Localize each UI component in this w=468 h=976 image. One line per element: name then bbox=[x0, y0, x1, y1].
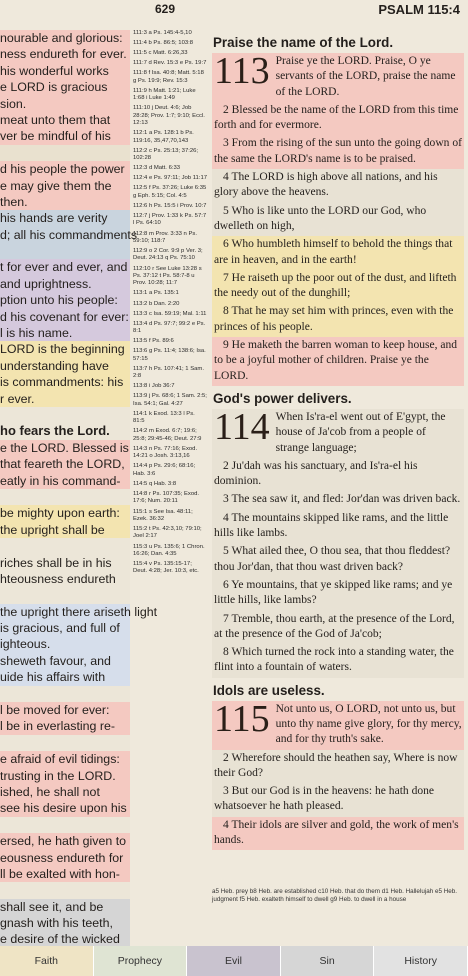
cross-reference: 111:5 c Matt. 6:26,33 bbox=[133, 50, 188, 57]
verse-block bbox=[212, 169, 464, 203]
verse-text: 6 Who humbleth himself to behold the things that are in heaven, and in the earth! bbox=[214, 238, 453, 266]
cross-reference: 113:3 c Isa. 59:19; Mal. 1:11 bbox=[133, 310, 207, 317]
verse-text: When Is'ra-el went out of E'gypt, the house of Ja'cob from a people of strange language; bbox=[275, 410, 446, 454]
page-number: 629 bbox=[154, 2, 176, 16]
verse-line: eatly in his command- bbox=[0, 473, 130, 489]
verse-block bbox=[212, 270, 464, 304]
cross-reference: 114:4 p Ps. 29:6; 68:16; Hab. 3:6 bbox=[133, 463, 196, 477]
verse-block bbox=[212, 303, 464, 337]
verse-line: ver be mindful of his bbox=[0, 128, 130, 144]
verse-line bbox=[0, 145, 130, 161]
verse-line: riches shall be in his bbox=[0, 555, 130, 571]
cross-reference: 111:8 f Isa. 40:8; Matt. 5:18 g Ps. 19:9; Rev. 15:3 bbox=[133, 70, 204, 84]
verse-block bbox=[212, 750, 464, 784]
cross-reference: 115:3 u Ps. 135:6; 1 Chron. 16:26; Dan. 4:35 bbox=[133, 543, 205, 557]
verse-block bbox=[212, 458, 464, 492]
verse-block bbox=[212, 135, 464, 169]
verse-line: see his desire upon his bbox=[0, 800, 130, 816]
verse-line bbox=[0, 489, 130, 505]
verse-text: 7 He raiseth up the poor out of the dust, and lifteth the needy out of the dunghill; bbox=[214, 271, 457, 300]
section-heading: Praise the name of the Lord. bbox=[213, 35, 394, 50]
verse-text: 3 But our God is in the heavens: he hath done whatsoever he hath pleased. bbox=[214, 785, 435, 813]
cross-reference: 115:2 t Ps. 42:3,10; 79:10; Joel 2:17 bbox=[133, 526, 202, 540]
verse-line bbox=[0, 407, 130, 423]
legend-tab-history: History bbox=[374, 946, 468, 976]
verse-block bbox=[212, 543, 464, 577]
verse-line: then. bbox=[0, 194, 130, 210]
verse-block bbox=[212, 577, 464, 611]
verse-text: 2 Wherefore should the heathen say, Where is now their God? bbox=[214, 751, 458, 779]
verse-line: is commandments: his bbox=[0, 374, 130, 390]
cross-reference: 112:2 c Ps. 25:13; 37:26; 102:28 bbox=[133, 147, 199, 162]
cross-reference: 111:4 b Ps. 86:5; 103:8 bbox=[133, 40, 194, 47]
verse-text: 6 Ye mountains, that ye skipped like rams; and ye little hills, like lambs? bbox=[214, 578, 453, 607]
verse-line: sheweth favour, and bbox=[0, 653, 130, 669]
footnotes: a5 Heb. prey b8 Heb. are established c10 Heb. that do them d1 Heb. Hallelujah e5 Heb. judgment f5 Heb. exalteth himself to dwell g9 Heb. to dwell in a house bbox=[212, 888, 458, 904]
verse-line bbox=[0, 538, 130, 554]
verse-line bbox=[0, 817, 130, 833]
verse-text: 3 The sea saw it, and fled: Jor'dan was driven back. bbox=[223, 493, 461, 506]
legend-tab-evil: Evil bbox=[187, 946, 281, 976]
verse-line: l is his name. bbox=[0, 325, 130, 341]
cross-reference: 113:7 h Ps. 107:41; 1 Sam. 2:8 bbox=[133, 365, 204, 380]
right-text-column bbox=[212, 30, 464, 882]
verse-line: l be in everlasting re- bbox=[0, 718, 130, 734]
verse-text: 4 Their idols are silver and gold, the work of men's hands. bbox=[214, 818, 459, 847]
verse-line: ness endureth for ever. bbox=[0, 46, 130, 62]
verse-line: ished, he shall not bbox=[0, 784, 130, 800]
verse-block bbox=[212, 337, 464, 386]
verse-text: 5 Who is like unto the LORD our God, who dwelleth on high, bbox=[214, 204, 427, 232]
verse-text: Praise ye the LORD. Praise, O ye servants of the LORD, praise the name of the LORD. bbox=[275, 55, 456, 98]
cross-reference: 114:3 n Ps. 77:16; Exod. 14:21 o Josh. 3:13,16 bbox=[133, 445, 198, 460]
verse-line: d; all his commandments bbox=[0, 227, 138, 242]
cross-reference: 114:5 q Hab. 3:8 bbox=[133, 480, 177, 487]
cross-reference: 111:10 j Deut. 4:6; Job 28:28; Prov. 1:7; 9:10; Eccl. 12:13 bbox=[133, 105, 205, 127]
section-heading: God's power delivers. bbox=[213, 390, 352, 406]
verse-block bbox=[212, 783, 464, 817]
verse-block bbox=[212, 644, 464, 678]
cross-reference: 112:7 j Prov. 1:33 k Ps. 57:7 l Ps. 64:10 bbox=[133, 213, 207, 227]
cross-reference: 111:3 a Ps. 145:4-5,10 bbox=[133, 30, 192, 36]
cross-reference: 111:7 d Rev. 15:3 e Ps. 19:7 bbox=[133, 60, 207, 67]
verse-line: r ever. bbox=[0, 391, 130, 407]
verse-line: gnash with his teeth, bbox=[0, 915, 130, 931]
cross-reference: 112:6 h Ps. 15:5 i Prov. 10:7 bbox=[133, 202, 207, 209]
verse-block bbox=[212, 50, 464, 102]
verse-block bbox=[212, 697, 464, 750]
verse-line: the upright shall be bbox=[0, 522, 130, 538]
verse-line: understanding have bbox=[0, 358, 130, 374]
cross-reference: 113:4 d Ps. 97:7; 99:2 e Ps. 8:1 bbox=[133, 320, 206, 335]
chapter-number: 113 bbox=[214, 50, 270, 92]
cross-reference: 114:8 r Ps. 107:35; Exod. 17:6; Num. 20:11 bbox=[133, 491, 200, 505]
verse-line: the upright there ariseth light bbox=[0, 604, 158, 619]
cross-reference: 113:1 a Ps. 135:1 bbox=[133, 290, 179, 297]
verse-block bbox=[212, 491, 464, 509]
cross-reference: 112:8 m Prov. 3:33 n Ps. 59:10; 118:7 bbox=[133, 230, 197, 244]
verse-line: and uprightness. bbox=[0, 276, 130, 292]
verse-line: d his covenant for ever: bbox=[0, 309, 129, 324]
verse-line: eousness endureth for bbox=[0, 850, 130, 866]
verse-line: trusting in the LORD. bbox=[0, 768, 130, 784]
verse-line: ll be exalted with hon- bbox=[0, 866, 130, 882]
verse-text: 4 The mountains skipped like rams, and the little hills like lambs. bbox=[214, 511, 449, 540]
legend-tab-prophecy: Prophecy bbox=[94, 946, 188, 976]
verse-block bbox=[212, 611, 464, 645]
verse-text: 2 Blessed be the name of the LORD from this time forth and for evermore. bbox=[214, 103, 459, 132]
verse-line: his hands are verity bbox=[0, 210, 130, 226]
verse-line: e the LORD. Blessed is bbox=[0, 440, 129, 455]
verse-text: Not unto us, O LORD, not unto us, but unto thy name give glory, for thy mercy, and for thy truth's sake. bbox=[275, 702, 462, 746]
chapter-number: 114 bbox=[214, 405, 270, 448]
legend-tab-faith: Faith bbox=[0, 946, 94, 976]
section-heading: ho fears the Lord. bbox=[0, 423, 130, 439]
cross-reference: 113:9 j Ps. 68:6; 1 Sam. 2:5; Isa. 54:1; Gal. 4:27 bbox=[133, 393, 207, 407]
legend-tab-sin: Sin bbox=[281, 946, 375, 976]
verse-block bbox=[212, 102, 464, 136]
verse-line: ighteous. bbox=[0, 636, 130, 652]
verse-line: e desire of the wicked bbox=[0, 931, 130, 947]
verse-block bbox=[212, 510, 464, 544]
verse-line bbox=[0, 686, 130, 702]
verse-block bbox=[212, 817, 464, 851]
cross-reference: 114:1 k Exod. 13:3 l Ps. 81:5 bbox=[133, 410, 195, 425]
section-heading: Idols are useless. bbox=[213, 682, 325, 698]
cross-reference: 113:6 g Ps. 11:4; 138:6; Isa. 57:15 bbox=[133, 348, 206, 362]
verse-line: e LORD is gracious bbox=[0, 79, 130, 95]
cross-reference: 112:1 a Ps. 128:1 b Ps. 119:16, 35,47,70,143 bbox=[133, 130, 194, 144]
verse-line: shall see it, and be bbox=[0, 899, 130, 915]
verse-line bbox=[0, 243, 130, 259]
verse-line: meat unto them that bbox=[0, 112, 130, 128]
verse-line: be mighty upon earth: bbox=[0, 505, 130, 521]
cross-reference: 112:10 r See Luke 13:28 s Ps. 37:12 t Ps. 58:7-8 u Prov. 10:28; 11:7 bbox=[133, 265, 202, 287]
cross-reference: 112:9 o 2 Cor. 9:9 p Ver. 3; Deut. 24:13 q Ps. 75:10 bbox=[133, 248, 203, 262]
verse-text: 8 Which turned the rock into a standing water, the flint into a fountain of waters. bbox=[214, 646, 454, 674]
cross-reference: 112:4 e Ps. 97:11; Job 11:17 bbox=[133, 175, 208, 182]
verse-text: 9 He maketh the barren woman to keep house, and to be a joyful mother of children. Praise ye the LORD. bbox=[214, 339, 458, 382]
chapter-number: 115 bbox=[214, 697, 270, 740]
verse-text: 2 Ju'dah was his sanctuary, and Is'ra-el his dominion. bbox=[214, 459, 418, 488]
verse-line: hteousness endureth bbox=[0, 571, 130, 587]
verse-line bbox=[0, 882, 130, 898]
cross-reference: 113:2 b Dan. 2:20 bbox=[133, 300, 180, 307]
verse-line: that feareth the LORD, bbox=[0, 456, 130, 472]
verse-line: LORD is the beginning bbox=[0, 341, 130, 357]
verse-text: 8 That he may set him with princes, even with the princes of his people. bbox=[214, 305, 454, 333]
verse-text: 4 The LORD is high above all nations, and his glory above the heavens. bbox=[214, 171, 438, 199]
verse-line: uide his affairs with bbox=[0, 669, 130, 685]
verse-line bbox=[0, 587, 130, 603]
cross-reference: 115:4 v Ps. 135:15-17; Deut. 4:28; Jer. 10:3, etc. bbox=[133, 561, 199, 575]
verse-line: e afraid of evil tidings: bbox=[0, 751, 130, 767]
verse-line: e may give them the bbox=[0, 178, 130, 194]
cross-reference: 113:8 i Job 36:7 bbox=[133, 383, 175, 390]
cross-reference: 114:2 m Exod. 6:7; 19:6; 25:8; 29:45-46; Deut. 27:9 bbox=[133, 428, 202, 442]
verse-line: t for ever and ever, and bbox=[0, 259, 130, 275]
verse-line: nourable and glorious: bbox=[0, 30, 130, 46]
verse-line: is gracious, and full of bbox=[0, 620, 130, 636]
verse-line bbox=[0, 735, 130, 751]
running-head: PSALM 115:4 bbox=[378, 2, 460, 17]
verse-text: 7 Tremble, thou earth, at the presence of the Lord, at the presence of the God of Ja'cob; bbox=[214, 612, 455, 640]
verse-block bbox=[212, 203, 464, 237]
verse-line: d his people the power bbox=[0, 161, 130, 177]
verse-line: l be moved for ever: bbox=[0, 702, 130, 718]
verse-line: sion. bbox=[0, 96, 130, 112]
cross-reference: 113:5 f Ps. 89:6 bbox=[133, 338, 174, 345]
verse-line: his wonderful works bbox=[0, 63, 130, 79]
verse-line: ption unto his people: bbox=[0, 292, 130, 308]
verse-block bbox=[212, 405, 464, 458]
cross-reference: 112:5 f Ps. 37:26; Luke 6:35 g Eph. 5:15; Col. 4:5 bbox=[133, 185, 207, 199]
verse-text: 5 What ailed thee, O thou sea, that thou fleddest? thou Jor'dan, that thou wast driven back? bbox=[214, 545, 451, 573]
cross-reference: 115:1 s See Isa. 48:11; Ezek. 36:32 bbox=[133, 508, 193, 522]
verse-block bbox=[212, 236, 464, 270]
verse-line: ersed, he hath given to bbox=[0, 833, 130, 849]
color-legend-tab-bar bbox=[0, 946, 468, 976]
verse-text: 3 From the rising of the sun unto the going down of the same the LORD's name is to be praised. bbox=[214, 137, 462, 165]
cross-reference: 111:9 h Matt. 1:21; Luke 1:68 i Luke 1:49 bbox=[133, 87, 196, 102]
cross-reference-column bbox=[131, 30, 208, 912]
cross-reference: 112:3 d Matt. 6:33 bbox=[133, 165, 181, 172]
